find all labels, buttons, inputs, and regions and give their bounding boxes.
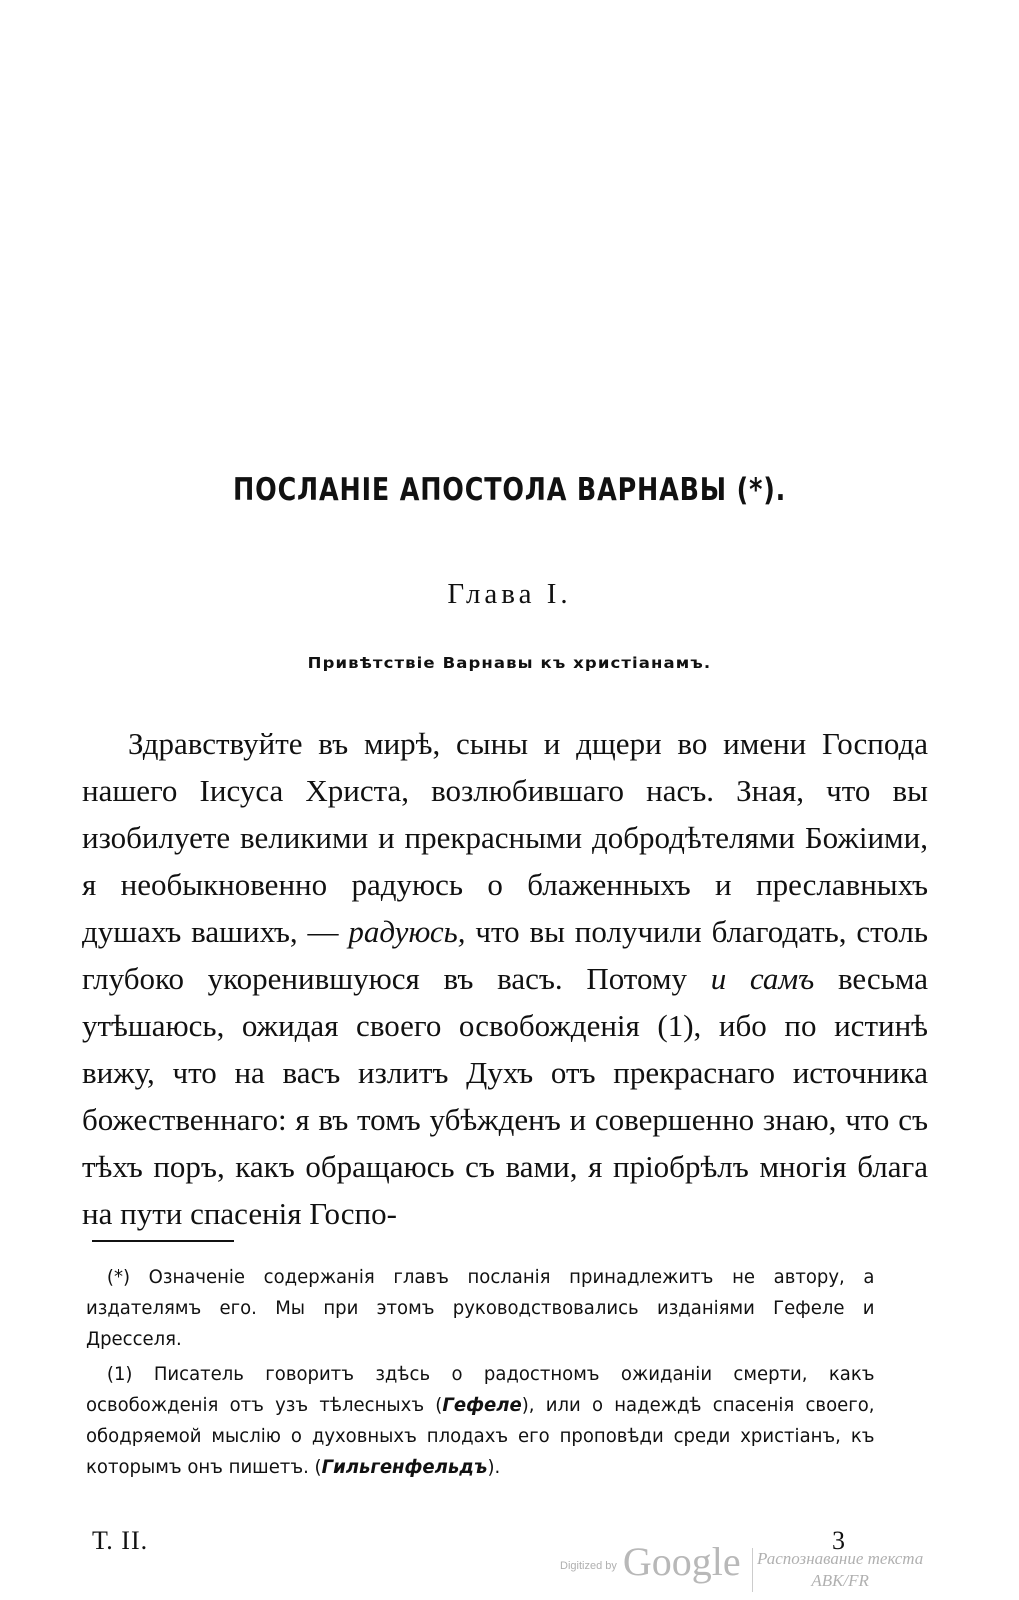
ocr-line-1: Распознавание текста — [757, 1549, 924, 1568]
chapter-heading: Глава I. — [447, 578, 572, 610]
epistle-title: ПОСЛАНІЕ АПОСТОЛА ВАРНАВЫ (*). — [233, 472, 787, 508]
digitized-by-text: Digitized by — [560, 1560, 617, 1572]
ocr-line-2: АВК/FR — [811, 1571, 869, 1590]
footnote-one-part-1: (1) Писатель говоритъ здѣсь о радостномъ ожиданіи смерти, какъ освобожденія отъ узъ тѣлесныхъ ( — [86, 1363, 875, 1416]
ocr-watermark — [752, 1548, 923, 1592]
digitized-watermark — [560, 1538, 741, 1585]
footnote-one-italic-1: Гефеле — [442, 1394, 522, 1416]
body-italic-1: радуюсь, — [348, 914, 466, 949]
footnote-one-italic-2: Гильгенфельдъ — [321, 1456, 488, 1478]
body-text-part-3: весьма утѣшаюсь, ожидая своего освобожденія (1), ибо по истинѣ вижу, что на васъ излитъ Духъ отъ прекраснаго источника божественнаго: я въ томъ убѣжденъ и совершенно знаю, что съ тѣхъ поръ, какъ обращаюсь съ вами, я пріобрѣлъ многія блага на пути спасенія Госпо- — [82, 961, 928, 1231]
footnote-one-part-3: ). — [487, 1456, 501, 1478]
footnote-star: (*) Означеніе содержанія главъ посланія принадлежитъ не автору, а издателямъ его. Мы при этомъ руководствовались изданіями Гефеле и Дресселя. — [86, 1266, 875, 1350]
footnotes — [86, 1262, 875, 1487]
body-italic-2: и самъ — [710, 961, 815, 996]
footnote-one — [86, 1359, 875, 1483]
footnote-one-part-2: ), или о надеждѣ спасенія своего, ободряемой мыслію о духовныхъ плодахъ его проповѣди среди христіанъ, къ которымъ онъ пишетъ. ( — [86, 1394, 875, 1478]
main-paragraph — [82, 720, 928, 1237]
body-text-part-1: Здравствуйте въ мирѣ, сыны и дщери во имени Господа нашего Іисуса Христа, возлюбившаго насъ. Зная, что вы изобилуете великими и прекрасными добродѣтелями Божіими, я необыкновенно радуюсь о блаженныхъ и преславныхъ душахъ вашихъ, — — [82, 726, 928, 949]
footnote-separator — [92, 1240, 234, 1242]
volume-label: Т. II. — [92, 1526, 149, 1555]
chapter-subtitle: Привѣтствіе Варнавы къ христіанамъ. — [307, 654, 712, 672]
page-number: 3 — [832, 1526, 845, 1555]
google-logo-text: Google — [622, 1539, 741, 1584]
body-text-part-2: что вы получили благодать, столь глубоко укоренившуюся въ васъ. Потому — [82, 914, 928, 996]
